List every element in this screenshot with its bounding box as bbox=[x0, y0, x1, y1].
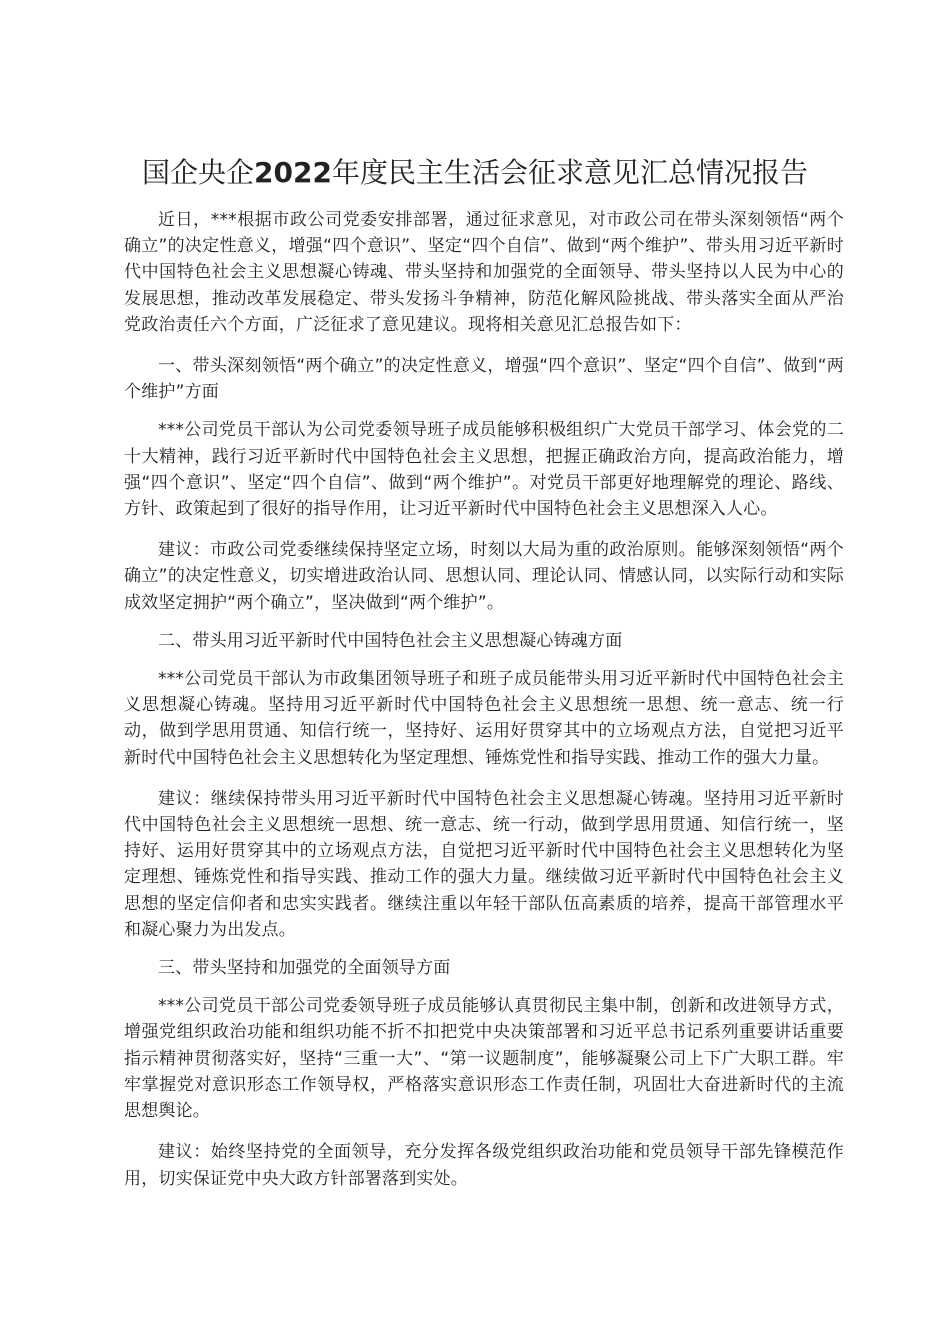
paragraph-opinion-3: ***公司党员干部公司党委领导班子成员能够认真贯彻民主集中制，创新和改进领导方式，增强党组织政治功能和组织功能不折不扣把党中央决策部署和习近平总书记系列重要讲话重要指示精神贯彻落实好，坚持“三重一大”、“第一议题制度”，能够凝聚公司上下广大职工群。牢牢掌握党对意识形态工作领导权，严格落实意识形态工作责任制，巩固壮大奋进新时代的主流思想舆论。 bbox=[124, 996, 844, 1122]
title-year: 2022 bbox=[254, 156, 332, 189]
paragraph-suggestion-1: 建议：市政公司党委继续保持坚定立场，时刻以大局为重的政治原则。能够深刻领悟“两个确立”的决定性意义，切实增进政治认同、思想认同、理论认同、情感认同，以实际行动和实际成效坚定拥护“两个确立”，坚决做到“两个维护”。 bbox=[124, 540, 844, 613]
title-prefix: 国企央企 bbox=[142, 156, 255, 189]
paragraph-suggestion-3: 建议：始终坚持党的全面领导，充分发挥各级党组织政治功能和党员领导干部先锋模范作用，切实保证党中央大政方针部署落到实处。 bbox=[124, 1142, 844, 1189]
section-heading-2: 二、带头用习近平新时代中国特色社会主义思想凝心铸魂方面 bbox=[158, 630, 623, 651]
document-title bbox=[100, 152, 850, 194]
paragraph-intro: 近日，***根据市政公司党委安排部署，通过征求意见，对市政公司在带头深刻领悟“两个确立”的决定性意义，增强“四个意识”、坚定“四个自信”、做到“两个维护”、带头用习近平新时代中国特色社会主义思想凝心铸魂、带头坚持和加强党的全面领导、带头坚持以人民为中心的发展思想，推动改革发展稳定、带头发扬斗争精神，防范化解风险挑战、带头落实全面从严治党政治责任六个方面，广泛征求了意见建议。现将相关意见汇总报告如下： bbox=[124, 210, 844, 335]
paragraph-opinion-1: ***公司党员干部认为公司党委领导班子成员能够积极组织广大党员干部学习、体会党的二十大精神，践行习近平新时代中国特色社会主义思想，把握正确政治方向，提高政治能力，增强“四个意识”、坚定“四个自信”、做到“两个维护”。对党员干部更好地理解党的理论、路线、方针、政策起到了很好的指导作用，让习近平新时代中国特色社会主义思想深入人心。 bbox=[124, 420, 844, 520]
paragraph-suggestion-2: 建议：继续保持带头用习近平新时代中国特色社会主义思想凝心铸魂。坚持用习近平新时代中国特色社会主义思想统一思想、统一意志、统一行动，做到学思用贯通、知信行统一，坚持好、运用好贯穿其中的立场观点方法，自觉把习近平新时代中国特色社会主义思想转化为坚定理想、锤炼党性和指导实践、推动工作的强大力量。继续做习近平新时代中国特色社会主义思想的坚定信仰者和忠实实践者。继续注重以年轻干部队伍高素质的培养，提高干部管理水平和凝心聚力为出发点。 bbox=[124, 788, 844, 940]
section-heading-1: 一、带头深刻领悟“两个确立”的决定性意义，增强“四个意识”、坚定“四个自信”、做到“两个维护”方面 bbox=[124, 356, 844, 403]
paragraph-opinion-2: ***公司党员干部认为市政集团领导班子和班子成员能带头用习近平新时代中国特色社会主义思想凝心铸魂。坚持用习近平新时代中国特色社会主义思想统一思想、统一意志、统一行动，做到学思用贯通、知信行统一，坚持好、运用好贯穿其中的立场观点方法，自觉把习近平新时代中国特色社会主义思想转化为坚定理想、锤炼党性和指导实践、推动工作的强大力量。 bbox=[124, 669, 844, 768]
title-suffix: 年度民主生活会征求意见汇总情况报告 bbox=[331, 156, 808, 189]
document-body bbox=[124, 207, 844, 1207]
section-heading-3: 三、带头坚持和加强党的全面领导方面 bbox=[158, 958, 451, 979]
